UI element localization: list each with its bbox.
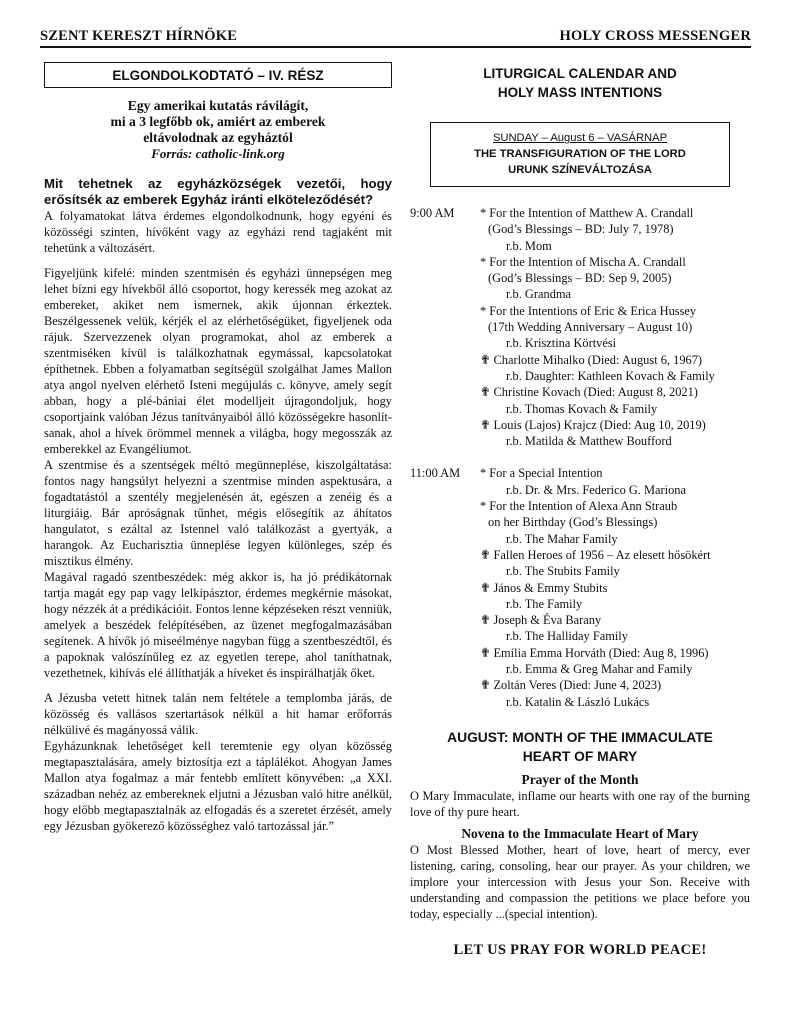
requested-by-line: r.b. Dr. & Mrs. Federico G. Mariona — [506, 482, 686, 497]
novena-text: O Most Blessed Mother, heart of love, heart of mercy, ever listening, caring, consoling, hear our prayer. As your children, we implore your intercession with Jesus your Son. Receive with understanding and compassion the petitions we place before you today, especially ...(special intention). — [410, 842, 750, 921]
intention-line: * For the Intention of Mischa A. Crandall — [480, 254, 686, 269]
requested-by-line: r.b. The Stubits Family — [506, 564, 620, 579]
requested-by-line: r.b. Krisztina Körtvési — [506, 336, 617, 351]
sunday-date: SUNDAY – August 6 – VASÁRNAP — [492, 132, 668, 144]
article-paragraph: Egyházunknak lehetőséget kell teremtenie egy olyan közösség megtapasztalására, amely biztosítja ezt a táplálékot. Ahogyan James Mallon atya fogalmaz a már fentebb említett könyvében: „a XXI. században nehéz az embereknek eljutni a Jézusban való hitre anélkül, hogy előbb megtapasztalnák az elfogadás és a szeretet érzését, amely egy Jézusban gyökerező közösséghez való tartozással jár.” — [44, 739, 392, 833]
memorial-line: ✟ Louis (Lajos) Krajcz (Died: Aug 10, 2019) — [480, 417, 706, 432]
memorial-line: ✟ Emília Emma Horváth (Died: Aug 8, 1996) — [480, 645, 709, 660]
requested-by-line: r.b. The Family — [506, 596, 583, 611]
page-header — [40, 26, 751, 48]
intention-line: * For a Special Intention — [480, 466, 603, 481]
calendar-title-line: HOLY MASS INTENTIONS — [497, 85, 663, 100]
requested-by-line: r.b. Mom — [506, 238, 552, 253]
article-paragraph: A Jézusba vetett hitnek talán nem feltétele a templomba járás, de közösség és vallásos szertartások nélkül a hit hamar erőforrás nélkülivé és magányossá válik. — [44, 691, 392, 737]
sunday-box — [430, 122, 730, 187]
intention-line: * For the Intentions of Eric & Erica Hussey — [480, 303, 697, 318]
feast-name-hu: URUNK SZÍNEVÁLTOZÁSA — [508, 164, 652, 176]
intention-line: (God’s Blessings – BD: July 7, 1978) — [488, 222, 674, 237]
article-box-title: ELGONDOLKODTATÓ – IV. RÉSZ — [44, 62, 392, 88]
article-question: Mit tehetnek az egyházközségek vezetői, hogy erősítsék az emberek Egyház iránti elköteleződését? — [44, 176, 392, 207]
article-source: Forrás: catholic-link.org — [151, 146, 285, 161]
requested-by-line: r.b. Matilda & Matthew Boufford — [506, 434, 672, 449]
article-paragraph: A folyamatokat látva érdemes elgondolkodnunk, hogy egyéni és közösségi szinten, hívőként vagy az egyházi rend tagjaként mit tehetünk a változásért. — [44, 209, 392, 255]
subhead-line: Egy amerikai kutatás rávilágít, — [127, 98, 309, 113]
subhead-line: eltávolodnak az egyháztól — [143, 130, 293, 145]
calendar-title — [410, 64, 750, 102]
requested-by-line: r.b. Thomas Kovach & Family — [506, 401, 658, 416]
memorial-line: ✟ János & Emmy Stubits — [480, 580, 608, 595]
article-paragraph: Magával ragadó szentbeszédek: még akkor is, ha jó prédikátornak tartja magát egy pap vagy lelkipásztor, érdemes megkérnie másokat, hogy nézzék át a prédikációit. Fontos lenne képzéseken részt venniük, amelyek a beszédek felépítésében, az üzenet megfogalmazásában segítenek. A hívők jó miseélménye nagyban függ a szentbeszédtől, és a papoknak valószínűleg ez az egyetlen terepe, ahol taníthatnak, vezethetnek, kihívás elé állíthatják a híveket és inspirálhatják őket. — [44, 570, 392, 680]
intention-line: * For the Intention of Alexa Ann Straub — [480, 499, 678, 514]
mass-11am — [410, 465, 750, 709]
memorial-line: ✟ Zoltán Veres (Died: June 4, 2023) — [480, 678, 662, 693]
intention-line: * For the Intention of Matthew A. Crandall — [480, 206, 694, 220]
mass-time: 11:00 AM — [410, 466, 461, 481]
requested-by-line: r.b. The Halliday Family — [506, 629, 628, 644]
intention-line: (17th Wedding Anniversary – August 10) — [488, 320, 693, 335]
requested-by-line: r.b. Grandma — [506, 287, 572, 302]
header-right-title: HOLY CROSS MESSENGER — [559, 28, 751, 44]
requested-by-line: r.b. Daughter: Kathleen Kovach & Family — [506, 368, 715, 383]
requested-by-line: r.b. Katalin & László Lukács — [506, 694, 650, 709]
calendar-title-line: LITURGICAL CALENDAR AND — [483, 66, 677, 81]
prayer-title: Prayer of the Month — [521, 771, 639, 787]
feast-name-en: THE TRANSFIGURATION OF THE LORD — [474, 148, 686, 160]
right-column — [410, 62, 750, 959]
subhead-line: mi a 3 legfőbb ok, amiért az emberek — [110, 114, 326, 129]
mass-9am — [410, 205, 750, 449]
article-paragraph: A szentmise és a szentségek méltó megünneplése, kiszolgáltatása: fontos nagy hangsúlyt helyezni a szentmise minden aspektusára, a fogadtatástól a szentély megjelenésén át, egészen a zenéig és a liturgiáig. Bár apróságnak tűnhet, mégis elősegítik az áhítatos hangulatot, s ezáltal az Istennel való találkozást a gyertyák, a harangok. Az Eucharisztia ünneplése legyen különleges, szép és misztikus élmény. — [44, 458, 392, 568]
intention-line: on her Birthday (God’s Blessings) — [488, 515, 658, 530]
header-left-title: SZENT KERESZT HÍRNÖKE — [40, 28, 238, 44]
month-dedication-heading — [410, 728, 750, 766]
requested-by-line: r.b. The Mahar Family — [506, 531, 618, 546]
closing-line: LET US PRAY FOR WORLD PEACE! — [453, 941, 707, 958]
article-paragraph: Figyeljünk kifelé: minden szentmisén és egyházi ünnepségen meg lehet bízni egy hívekből álló csoportot, hogy keressék meg azokat az embereket, akiket nem ismernek, akik újonnan érkeztek. Beszélgessenek velük, kérjék el az elérhetőségüket, figyeljenek oda rájuk. Szervezzenek olyan programokat, ahol az emberek a szentmiséken kívül is találkozhatnak egymással, kapcsolatokat építhetnek. Ebben a folyamatban segítségül szolgálhat James Mallon atya angol nyelven elérhető Isteni megújulás c. könyve, amely segít abban, hogy a plé-bániai élet modelljeit újragondoljuk, hogy csoportjaink valóban Jézus tanítványaiból álló közösségekre hasonlít-sanak, ahol a hívek örömmel mennek a világba, hogy megosszák az emberekkel az Evangéliumot. — [44, 266, 392, 456]
prayer-text: O Mary Immaculate, inflame our hearts with one ray of the burning love of thy pure heart. — [410, 788, 750, 819]
mass-time: 9:00 AM — [410, 206, 455, 220]
left-column — [44, 62, 392, 834]
intention-line: (God’s Blessings – BD: Sep 9, 2005) — [488, 271, 672, 286]
memorial-line: ✟ Fallen Heroes of 1956 – Az elesett hősökért — [480, 547, 711, 562]
requested-by-line: r.b. Emma & Greg Mahar and Family — [506, 662, 693, 677]
memorial-line: ✟ Charlotte Mihalko (Died: August 6, 1967) — [480, 352, 703, 367]
memorial-line: ✟ Joseph & Éva Barany — [480, 613, 602, 628]
novena-title: Novena to the Immaculate Heart of Mary — [461, 825, 699, 841]
month-heading-line: HEART OF MARY — [522, 748, 638, 764]
article-subhead — [44, 98, 392, 146]
month-heading-line: AUGUST: MONTH OF THE IMMACULATE — [447, 729, 713, 745]
memorial-line: ✟ Christine Kovach (Died: August 8, 2021) — [480, 385, 698, 400]
